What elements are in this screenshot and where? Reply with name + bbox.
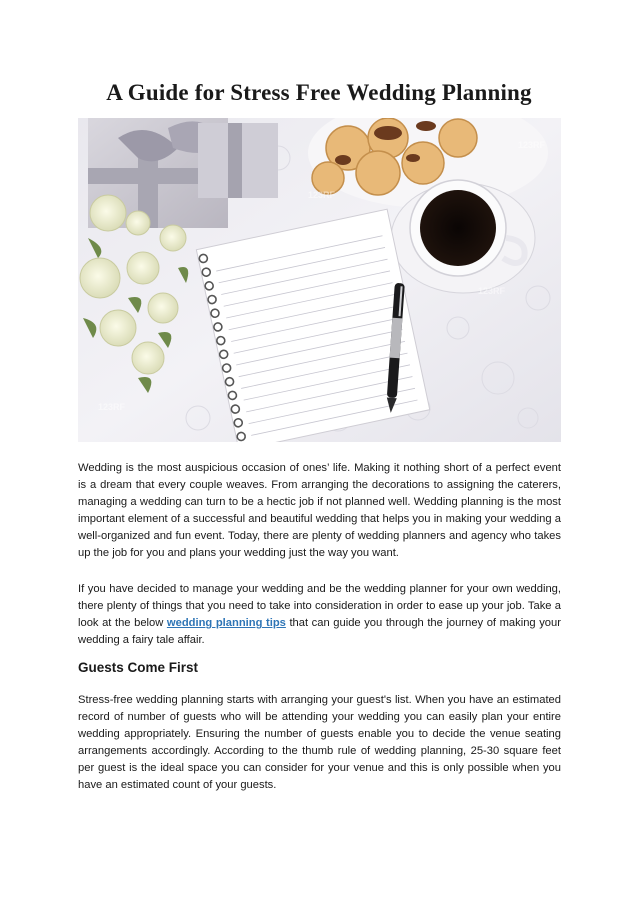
svg-text:123RF: 123RF bbox=[98, 402, 126, 412]
svg-text:123RF: 123RF bbox=[308, 190, 336, 200]
intro-paragraph: Wedding is the most auspicious occasion of ones’ life. Making it nothing short of a perfect event is a dream that every couple weaves. From arranging the decorations to assigning the caterers, managing a wedding can turn to be a hectic job if not planned well. Wedding planning is the most important element of a successful and beautiful wedding that helps you in making your wedding a well-organized and fun event. Today, there are plenty of wedding planners and agency who takes up the job for you and plans your wedding just the way you want. bbox=[78, 462, 561, 560]
planner-paragraph-text-after: that can guide you through the journey of making your wedding a fairy tale affair. bbox=[78, 617, 561, 647]
section-heading-guests: Guests Come First bbox=[78, 660, 199, 675]
svg-text:123RF: 123RF bbox=[518, 140, 546, 150]
wedding-planning-photo-icon bbox=[78, 118, 561, 442]
wedding-planning-tips-link[interactable]: wedding planning tips bbox=[166, 617, 286, 630]
guests-paragraph: Stress-free wedding planning starts with arranging your guest's list. When you have an estimated record of number of guests who will be attending your wedding you can easily plan your entire wedding appropriately. Ensuring the number of guests enable you to decide the venue seating arrangements accordingly. According to the thumb rule of wedding planning, 25-30 square feet per guest is the ideal space you can consider for your venue and this is only possible when you have an estimated count of your guests. bbox=[78, 694, 561, 792]
planner-paragraph-text-before: If you have decided to manage your wedding and be the wedding planner for your own wedding, there plenty of things that you need to take into consideration in order to ease up your job. Take a look at the below bbox=[78, 583, 561, 630]
svg-text:123RF: 123RF bbox=[478, 286, 506, 296]
page-title: A Guide for Stress Free Wedding Planning bbox=[106, 80, 532, 105]
planner-paragraph bbox=[78, 581, 561, 649]
